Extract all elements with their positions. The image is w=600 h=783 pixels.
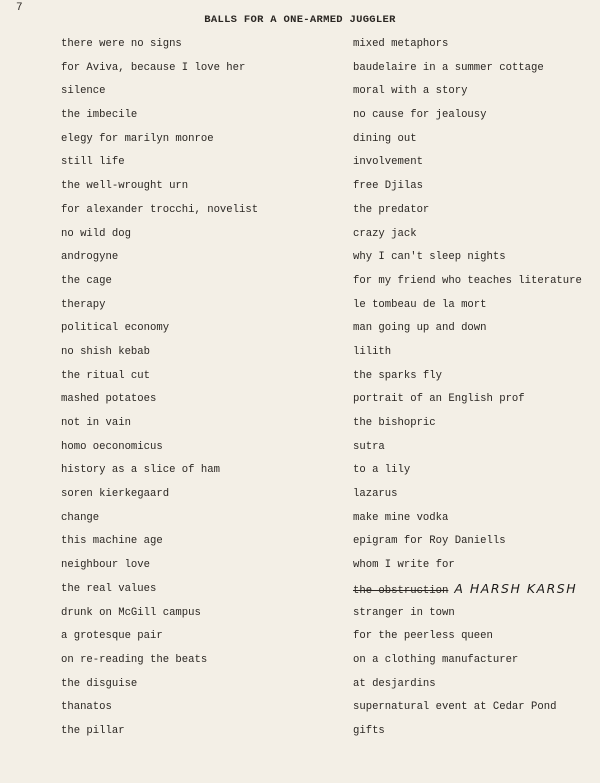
list-item: elegy for marilyn monroe (61, 132, 214, 145)
list-item: epigram for Roy Daniells (353, 535, 506, 548)
list-item: for alexander trocchi, novelist (61, 203, 259, 216)
list-item: why I can't sleep nights (353, 251, 506, 264)
list-item: mashed potatoes (61, 393, 157, 406)
list-item: lazarus (353, 488, 398, 501)
list-item: androgyne (61, 251, 119, 264)
list-item: thanatos (61, 701, 112, 714)
list-item: political economy (61, 322, 170, 335)
right-title-column (353, 36, 582, 747)
list-item: man going up and down (353, 322, 487, 335)
list-item: lilith (353, 345, 392, 358)
list-item-revised (353, 581, 582, 605)
list-item: the ritual cut (61, 369, 151, 382)
struck-title: the obstruction (353, 584, 449, 597)
list-item: homo oeconomicus (61, 440, 163, 453)
list-item: on re-reading the beats (61, 653, 208, 666)
list-item: to a lily (353, 464, 411, 477)
list-item: the imbecile (61, 109, 138, 122)
list-item: still life (61, 156, 125, 169)
corner-mark: 7 (16, 2, 23, 14)
list-item: dining out (353, 132, 417, 145)
list-item: silence (61, 85, 106, 98)
list-item: the predator (353, 203, 430, 216)
list-item: the pillar (61, 724, 125, 737)
list-item: this machine age (61, 535, 163, 548)
list-item: crazy jack (353, 227, 417, 240)
list-item: the bishopric (353, 417, 436, 429)
list-item: supernatural event at Cedar Pond (353, 701, 557, 714)
list-item: portrait of an English prof (353, 393, 525, 406)
list-item: whom I write for (353, 559, 455, 572)
list-item: therapy (61, 298, 106, 311)
list-item: mixed metaphors (353, 38, 449, 50)
list-item: drunk on McGill campus (61, 606, 201, 619)
list-item: soren kierkegaard (61, 488, 170, 501)
list-item: moral with a story (353, 85, 468, 98)
list-item: make mine vodka (353, 511, 449, 524)
list-item: not in vain (61, 417, 131, 429)
list-item: free Djilas (353, 180, 423, 193)
list-item: involvement (353, 156, 423, 169)
page-title: BALLS FOR A ONE-ARMED JUGGLER (204, 14, 396, 26)
list-item: no wild dog (61, 227, 131, 240)
list-item: the well-wrought urn (61, 180, 189, 193)
list-item: a grotesque pair (61, 630, 163, 643)
list-item: the sparks fly (353, 369, 443, 382)
left-title-column (61, 36, 258, 747)
list-item: the disguise (61, 677, 138, 690)
list-item: gifts (353, 724, 385, 737)
list-item: the real values (61, 582, 157, 595)
list-item: for the peerless queen (353, 630, 493, 643)
list-item: history as a slice of ham (61, 464, 220, 477)
list-item: there were no signs (61, 38, 182, 50)
list-item: for my friend who teaches literature (353, 274, 582, 287)
list-item: sutra (353, 440, 385, 453)
list-item: at desjardins (353, 677, 436, 690)
list-item: no shish kebab (61, 345, 151, 358)
list-item: the cage (61, 274, 112, 287)
list-item: baudelaire in a summer cottage (353, 61, 544, 74)
list-item: change (61, 511, 100, 524)
list-item: stranger in town (353, 606, 455, 619)
handwritten-title: A HARSH KARSH (454, 580, 578, 596)
list-item: no cause for jealousy (353, 109, 487, 122)
list-item: on a clothing manufacturer (353, 653, 519, 666)
list-item: le tombeau de la mort (353, 298, 487, 311)
list-item: for Aviva, because I love her (61, 61, 246, 74)
list-item: neighbour love (61, 559, 151, 572)
